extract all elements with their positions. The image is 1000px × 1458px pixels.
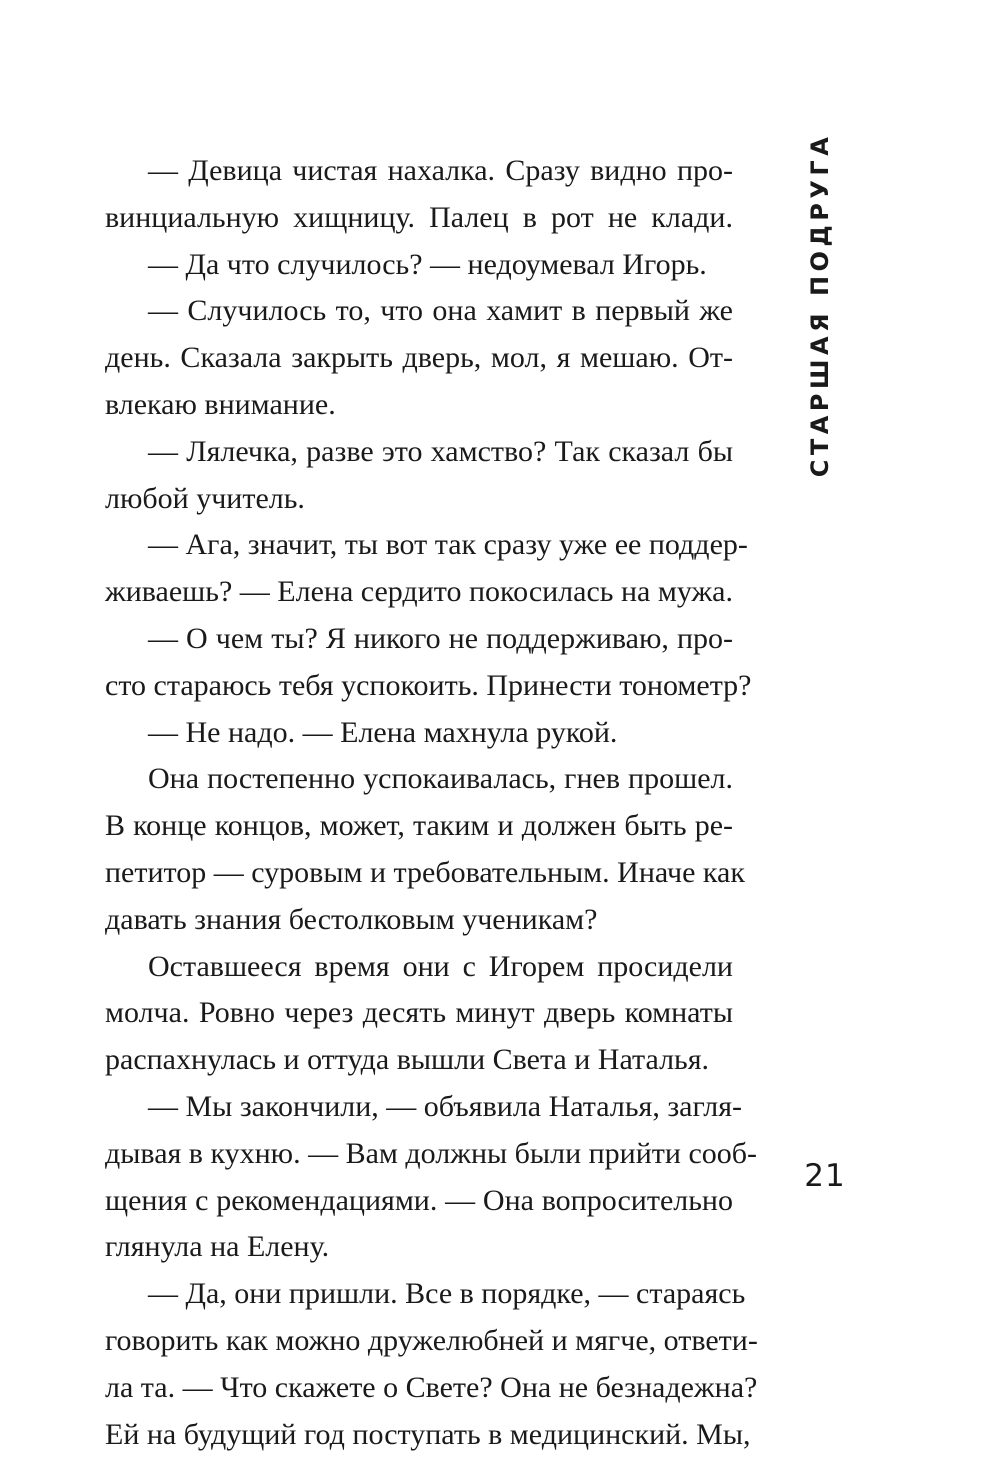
text-line: Оставшееся время они с Игорем просидели [148, 949, 733, 983]
text-line: — Ага, значит, ты вот так сразу уже ее поддер- [148, 528, 748, 562]
text-line: распахнулась и оттуда вышли Света и Наталья. [105, 1043, 710, 1077]
text-line: — Да что случилось? — недоумевал Игорь. [148, 247, 707, 281]
text-line: петитор — суровым и требовательным. Иначе как [105, 855, 745, 889]
running-head-text: СТАРШАЯ ПОДРУГА [806, 132, 834, 478]
text-line: дывая в кухню. — Вам должны были прийти сооб- [105, 1136, 758, 1170]
body-text [105, 148, 758, 1458]
text-line: — Случилось то, что она хамит в первый же [148, 294, 733, 328]
text-line: день. Сказала закрыть дверь, мол, я мешаю. От- [105, 341, 733, 375]
text-line: Ей на будущий год поступать в медицинский. Мы, [105, 1417, 751, 1451]
text-line: влекаю внимание. [105, 387, 336, 421]
text-line: сто стараюсь тебя успокоить. Принести тонометр? [105, 668, 752, 702]
page-number: 21 [804, 1158, 846, 1194]
text-line: — Девица чистая нахалка. Сразу видно про- [148, 154, 733, 187]
text-line: ла та. — Что скажете о Свете? Она не безнадежна? [105, 1370, 758, 1404]
text-line: любой учитель. [105, 481, 305, 515]
text-line: — Мы закончили, — объявила Наталья, загля- [148, 1089, 743, 1123]
text-line: — Не надо. — Елена махнула рукой. [148, 715, 618, 749]
text-line: винциальную хищницу. Палец в рот не клади. [105, 200, 733, 234]
text-line: — О чем ты? Я никого не поддерживаю, про- [148, 621, 733, 655]
text-line: Она постепенно успокаивалась, гнев прошел. [148, 762, 733, 796]
text-line: живаешь? — Елена сердито покосилась на мужа. [105, 575, 733, 609]
text-line: глянула на Елену. [105, 1230, 330, 1264]
running-head [770, 132, 870, 478]
text-line: — Да, они пришли. Все в порядке, — стараясь [148, 1277, 746, 1311]
text-line: щения с рекомендациями. — Она вопросительно [105, 1183, 733, 1217]
text-line: молча. Ровно через десять минут дверь комнаты [105, 996, 733, 1030]
text-line: говорить как можно дружелюбней и мягче, ответи- [105, 1323, 758, 1357]
text-line: В конце концов, может, таким и должен быть ре- [105, 809, 733, 843]
text-line: давать знания бестолковым ученикам? [105, 902, 598, 936]
text-line: — Лялечка, разве это хамство? Так сказал бы [148, 434, 733, 468]
